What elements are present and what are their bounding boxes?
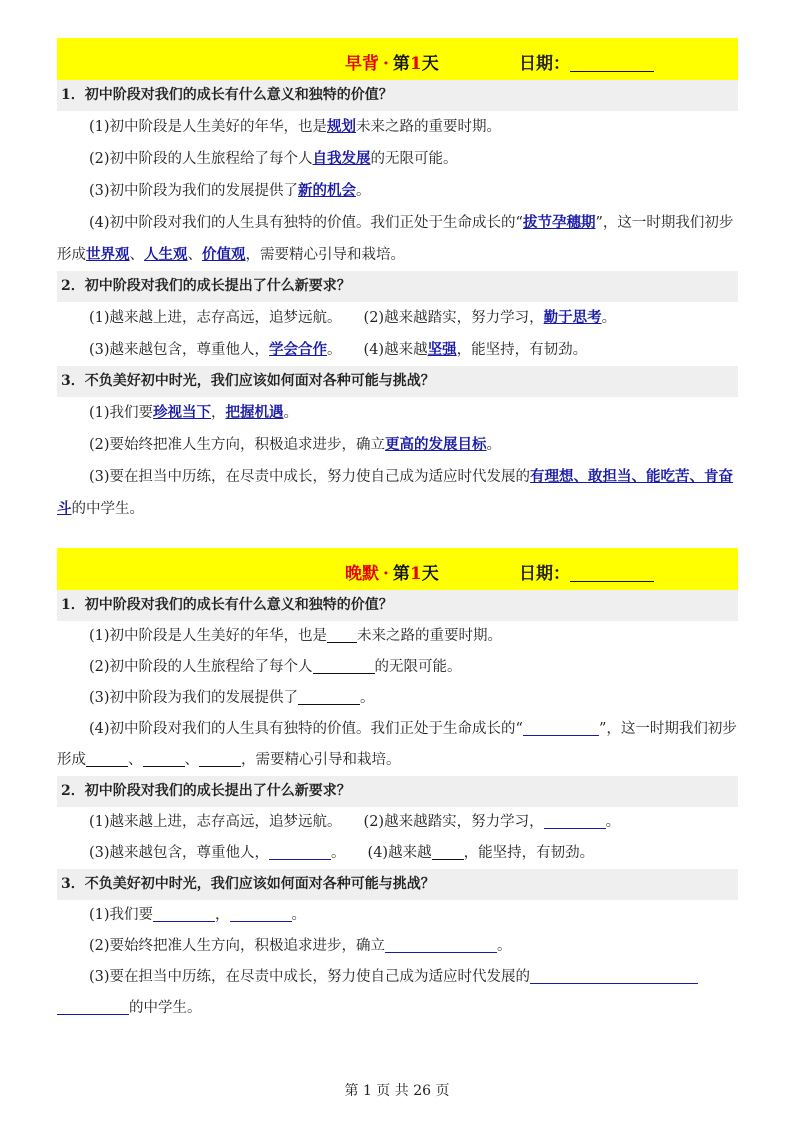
key-term: 新的机会 (298, 182, 357, 199)
fill-blank[interactable] (385, 935, 497, 953)
blank-line-3-1: (1)我们要 ， 。 (57, 900, 738, 931)
date-field[interactable] (570, 71, 654, 72)
question-2: 2．初中阶段对我们的成长提出了什么新要求？ (57, 271, 738, 302)
answer-1-4: (4)初中阶段对我们的人生具有独特的价值。我们正处于生命成长的“拔节孕穗期”，这一时期我们初步形成世界观、人生观、价值观，需要精心引导和栽培。 (57, 214, 734, 263)
question-2: 2．初中阶段对我们的成长提出了什么新要求？ (57, 776, 738, 807)
fill-blank[interactable] (298, 687, 360, 705)
blank-line-3-2: (2)要始终把准人生方向，积极追求进步，确立 。 (57, 931, 738, 962)
answer-3-3: (3)要在担当中历练，在尽责中成长，努力使自己成为适应时代发展的有理想、敢担当、能吃苦、肯奋斗的中学生。 (57, 468, 734, 517)
fill-blank[interactable] (313, 656, 375, 674)
fill-blank[interactable] (432, 842, 464, 860)
answer-2-2: (3)越来越包含，尊重他人，学会合作。 (4)越来越坚强，能坚持，有韧劲。 (89, 341, 588, 358)
blank-line-1-1: (1)初中阶段是人生美好的年华，也是 未来之路的重要时期。 (57, 621, 738, 652)
key-term: 珍视当下 (153, 404, 212, 421)
morning-date (519, 49, 654, 74)
answer-3-1: (1)我们要珍视当下，把握机遇。 (89, 404, 299, 421)
key-term: 坚强 (427, 341, 457, 358)
evening-title-label: 晚默 (345, 564, 379, 584)
day-number: 1 (409, 54, 422, 74)
answer-3-2: (2)要始终把准人生方向，积极追求进步，确立更高的发展目标。 (89, 436, 502, 453)
day-prefix: 第 (392, 54, 410, 74)
key-term: 价值观 (202, 246, 246, 263)
key-term: 更高的发展目标 (385, 436, 487, 453)
title-dot: · (383, 54, 389, 74)
answer-2-1: (1)越来越上进，志存高远，追梦远航。 (2)越来越踏实，努力学习，勤于思考。 (89, 309, 617, 326)
key-term: 拔节孕穗期 (522, 214, 596, 231)
blank-line-1-2: (2)初中阶段的人生旅程给了每个人 的无限可能。 (57, 652, 738, 683)
answer-1-1: (1)初中阶段是人生美好的年华，也是规划未来之路的重要时期。 (89, 118, 502, 135)
answer-1-2: (2)初中阶段的人生旅程给了每个人自我发展的无限可能。 (89, 150, 458, 167)
question-3: 3．不负美好初中时光，我们应该如何面对各种可能与挑战？ (57, 869, 738, 900)
blank-line-1-3: (3)初中阶段为我们的发展提供了 。 (57, 683, 738, 714)
date-field[interactable] (570, 581, 654, 582)
morning-title (345, 49, 439, 74)
question-1: 1．初中阶段对我们的成长有什么意义和独特的价值？ (57, 590, 738, 621)
evening-date (519, 559, 654, 584)
question-1: 1．初中阶段对我们的成长有什么意义和独特的价值？ (57, 80, 738, 111)
evening-section (57, 548, 738, 1024)
evening-banner (57, 548, 738, 590)
key-term: 世界观 (86, 246, 130, 263)
morning-section (57, 38, 738, 525)
fill-blank[interactable] (153, 904, 215, 922)
key-term: 把握机遇 (225, 404, 284, 421)
question-3: 3．不负美好初中时光，我们应该如何面对各种可能与挑战？ (57, 366, 738, 397)
answer-1-3: (3)初中阶段为我们的发展提供了新的机会。 (89, 182, 371, 199)
fill-blank[interactable] (530, 966, 698, 984)
blank-line-2-2: (3)越来越包含，尊重他人， 。 (4)越来越 ，能坚持，有韧劲。 (57, 838, 738, 869)
day-suffix: 天 (421, 564, 439, 584)
evening-title (345, 559, 439, 584)
key-term: 勤于思考 (543, 309, 602, 326)
fill-blank[interactable] (143, 749, 185, 767)
fill-blank[interactable] (57, 997, 129, 1015)
day-number: 1 (409, 564, 422, 584)
page-footer: 第 1 页 共 26 页 (344, 1083, 450, 1099)
key-term: 有理想、敢担当、能吃苦、肯奋斗 (57, 468, 734, 517)
key-term: 自我发展 (312, 150, 371, 167)
blank-line-1-4: (4)初中阶段对我们的人生具有独特的价值。我们正处于生命成长的“ ”，这一时期我们初步形成 、 、 ，需要精心引导和栽培。 (57, 714, 738, 776)
fill-blank[interactable] (544, 811, 606, 829)
fill-blank[interactable] (327, 625, 357, 643)
morning-title-label: 早背 (345, 54, 379, 74)
blank-line-2-1: (1)越来越上进，志存高远，追梦远航。 (2)越来越踏实，努力学习， 。 (57, 807, 738, 838)
day-prefix: 第 (392, 564, 410, 584)
key-term: 规划 (327, 118, 357, 135)
key-term: 人生观 (144, 246, 188, 263)
fill-blank[interactable] (523, 718, 599, 736)
date-label: 日期： (519, 54, 570, 74)
day-suffix: 天 (421, 54, 439, 74)
title-dot: · (383, 564, 389, 584)
fill-blank[interactable] (269, 842, 331, 860)
fill-blank[interactable] (230, 904, 292, 922)
key-term: 学会合作 (269, 341, 328, 358)
date-label: 日期： (519, 564, 570, 584)
fill-blank[interactable] (199, 749, 241, 767)
morning-banner (57, 38, 738, 80)
blank-line-3-3: (3)要在担当中历练，在尽责中成长，努力使自己成为适应时代发展的的中学生。 (57, 962, 738, 1024)
fill-blank[interactable] (86, 749, 128, 767)
